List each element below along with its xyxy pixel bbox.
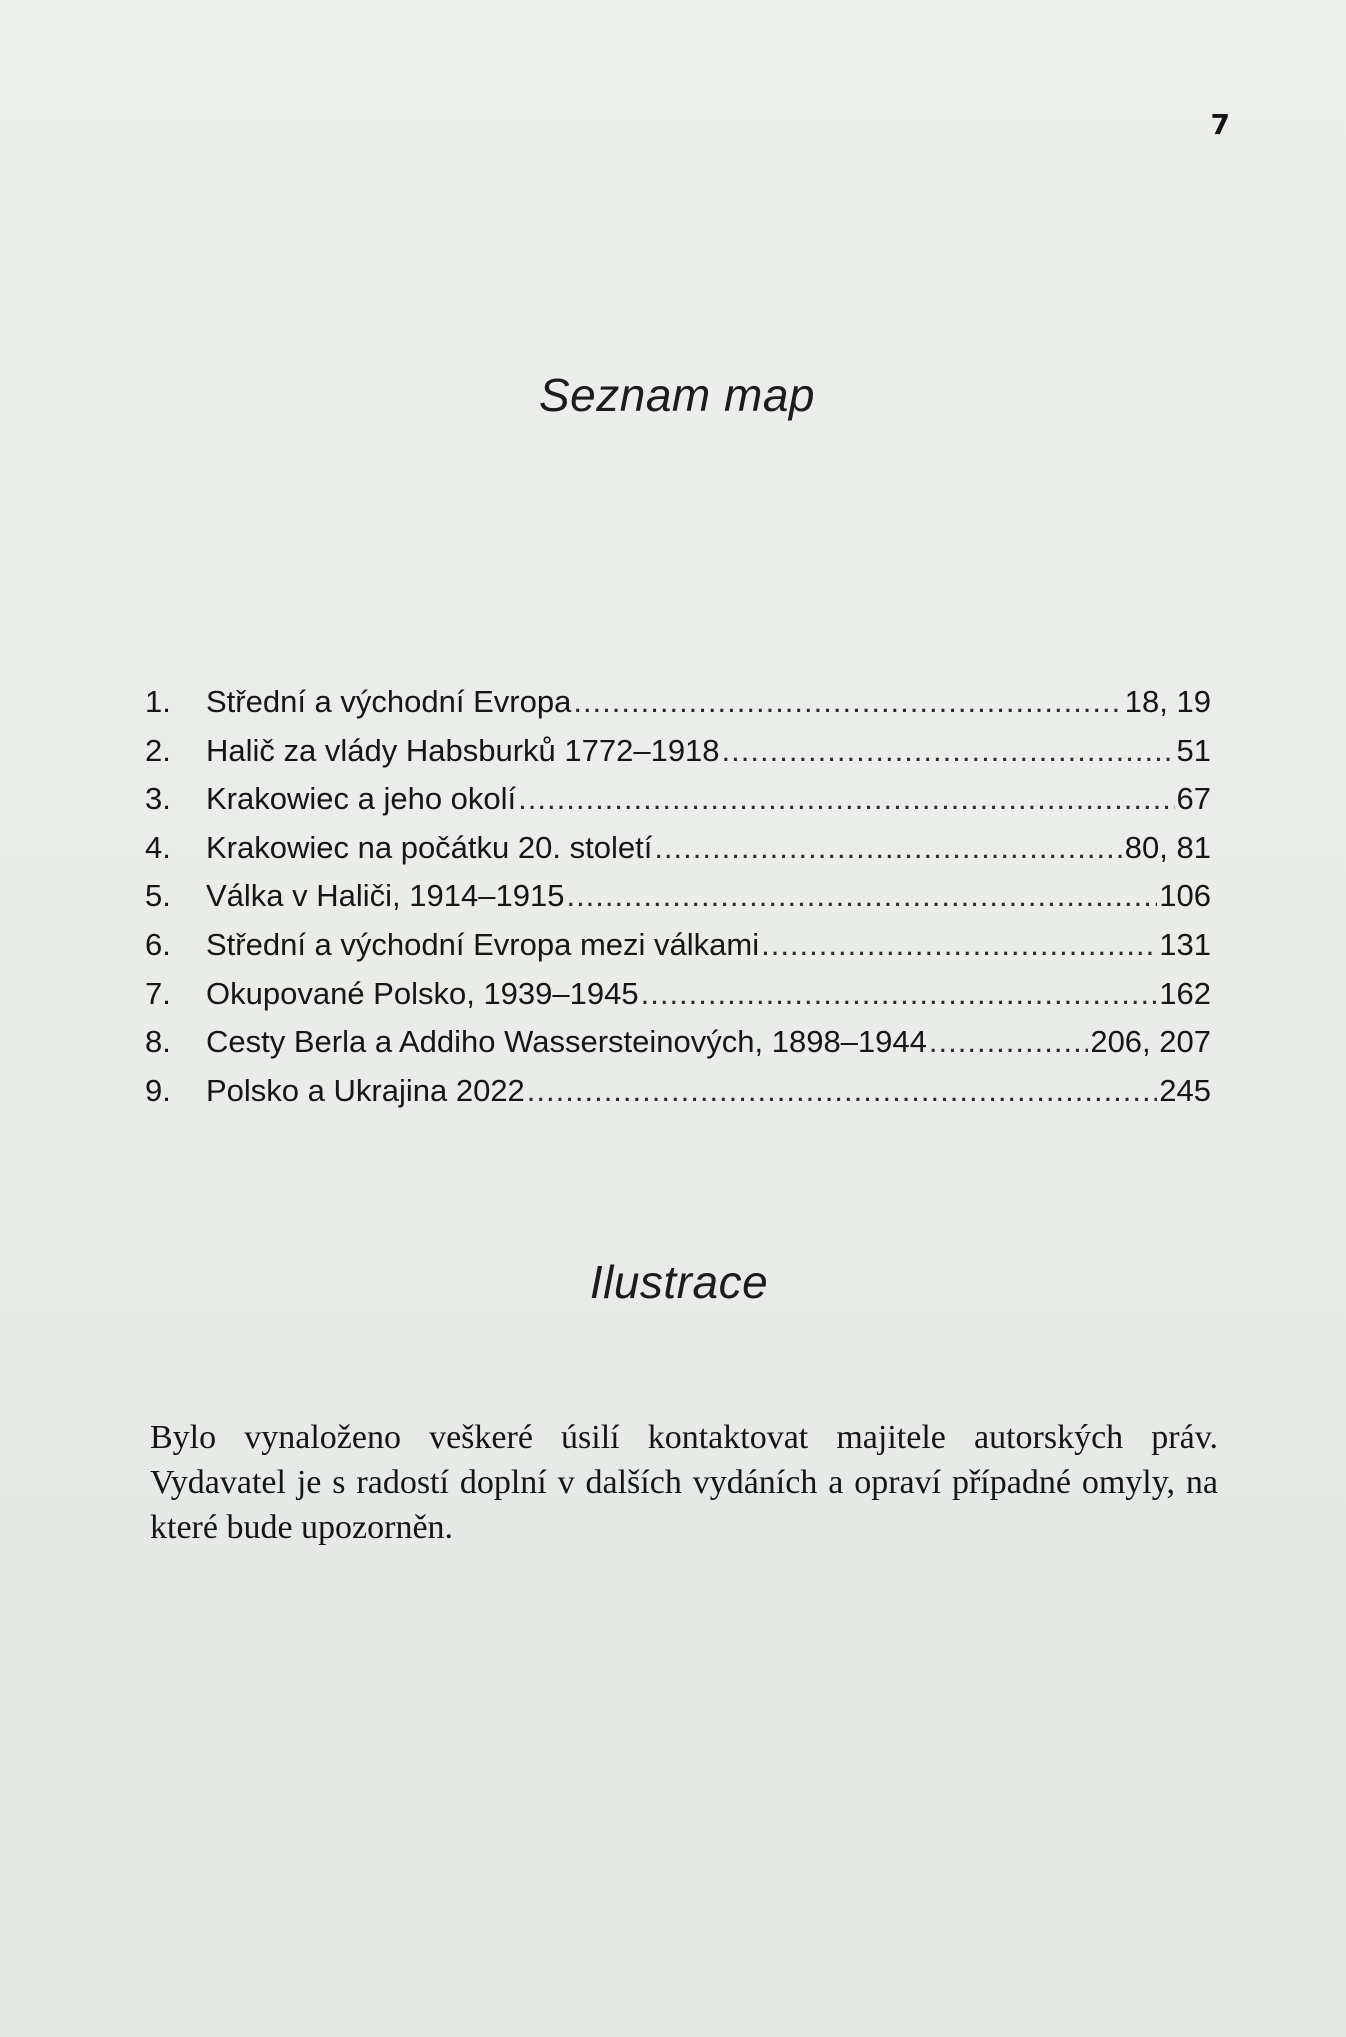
map-item-number: 1. — [145, 684, 171, 719]
map-item-number: 6. — [145, 926, 171, 962]
dot-leader — [722, 727, 1175, 776]
map-item-page: 106 — [1159, 878, 1211, 914]
map-item-label: Střední a východní Evropa — [206, 684, 572, 719]
map-item-page: 162 — [1159, 975, 1211, 1011]
map-item-number: 7. — [145, 975, 171, 1011]
map-list-item — [145, 678, 1211, 727]
map-item-label: Okupované Polsko, 1939–1945 — [206, 975, 639, 1011]
map-item-page: 206, 207 — [1090, 1024, 1211, 1060]
map-item-page: 245 — [1159, 1072, 1211, 1108]
map-item-page: 18, 19 — [1124, 684, 1211, 719]
dot-leader — [527, 1067, 1157, 1116]
map-item-label: Krakowiec na počátku 20. století — [206, 829, 653, 865]
page-number: 7 — [1210, 108, 1230, 141]
map-item-number: 5. — [145, 878, 171, 914]
map-item-number: 4. — [145, 829, 171, 865]
dot-leader — [929, 1018, 1088, 1067]
map-list-item — [145, 727, 1211, 776]
maps-section-title: Seznam map — [538, 369, 815, 421]
dot-leader — [566, 872, 1157, 921]
map-item-number: 3. — [145, 781, 171, 817]
map-list-item — [145, 775, 1211, 824]
copyright-note: Bylo vynaloženo veškeré úsilí kontaktovat majitele autorských práv. Vydavatel je s radostí doplní v dalších vydáních a opraví případné omyly, na které bude upozorněn. — [150, 1419, 1218, 1546]
map-list-item — [145, 872, 1211, 921]
map-item-label: Halič za vlády Habsburků 1772–1918 — [206, 732, 720, 768]
dot-leader — [518, 775, 1174, 824]
map-item-page: 131 — [1159, 926, 1211, 962]
map-list-item — [145, 824, 1211, 873]
map-item-page: 67 — [1176, 781, 1211, 817]
map-list-item — [145, 921, 1211, 970]
map-item-number: 2. — [145, 732, 171, 768]
map-list-item — [145, 970, 1211, 1019]
map-item-label: Střední a východní Evropa mezi válkami — [206, 926, 760, 962]
map-item-label: Cesty Berla a Addiho Wassersteinových, 1898–1944 — [206, 1024, 927, 1060]
map-item-page: 51 — [1176, 732, 1211, 768]
map-item-page: 80, 81 — [1124, 829, 1211, 865]
map-item-label: Válka v Haliči, 1914–1915 — [206, 878, 565, 914]
dot-leader — [641, 970, 1158, 1019]
map-item-label: Polsko a Ukrajina 2022 — [206, 1072, 525, 1108]
map-list — [145, 678, 1211, 1115]
dot-leader — [761, 921, 1157, 970]
map-item-number: 9. — [145, 1072, 171, 1108]
dot-leader — [573, 678, 1122, 727]
dot-leader — [654, 824, 1122, 873]
map-list-item — [145, 1018, 1211, 1067]
illustrations-section-title: Ilustrace — [589, 1256, 769, 1308]
map-item-number: 8. — [145, 1024, 171, 1060]
map-item-label: Krakowiec a jeho okolí — [206, 781, 517, 817]
map-list-item — [145, 1067, 1211, 1116]
